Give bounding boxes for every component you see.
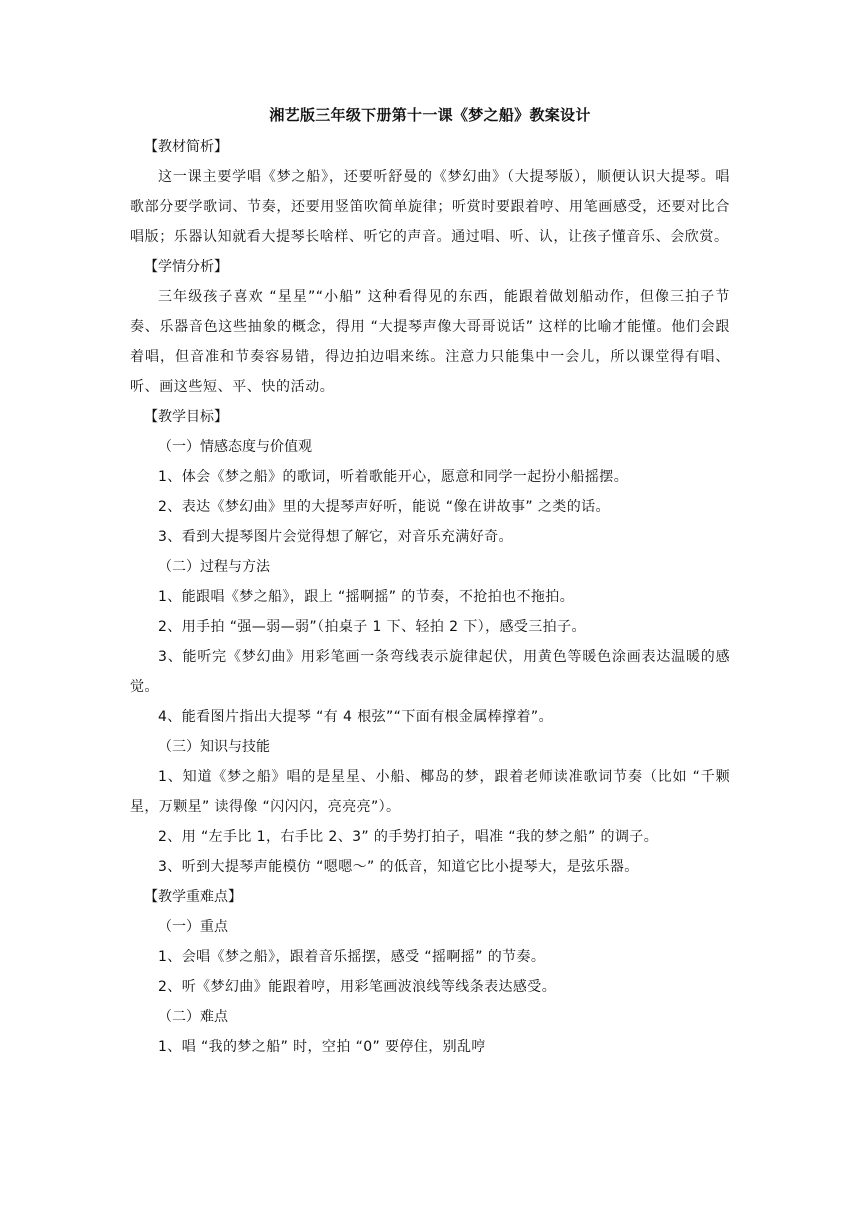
document-blocks (130, 132, 730, 1062)
document-body (130, 102, 730, 1062)
section-heading: （三）知识与技能 (158, 739, 270, 755)
section-heading: 【教材简析】 (144, 139, 228, 155)
list-item: 4、能看图片指出大提琴 “有 4 根弦”“下面有根金属棒撑着”。 (158, 709, 553, 725)
paragraph: 三年级孩子喜欢 “星星”“小船” 这种看得见的东西，能跟着做划船动作，但像三拍子节奏、乐器音色这些抽象的概念，得用 “大提琴声像大哥哥说话” 这样的比喻才能懂。他们会跟着唱，但音准和节奏容易错，得边拍边唱来练。注意力只能集中一会儿，所以课堂得有唱、听、画这些短、平、快的活动。 (130, 289, 730, 395)
section-heading: （一）情感态度与价值观 (158, 439, 312, 455)
list-item: 2、用手拍 “强—弱—弱”（拍桌子 1 下、轻拍 2 下），感受三拍子。 (158, 619, 586, 635)
list-item: 1、体会《梦之船》的歌词，听着歌能开心，愿意和同学一起扮小船摇摆。 (158, 469, 629, 485)
section-heading: 【教学重难点】 (144, 889, 242, 905)
list-item: 1、能跟唱《梦之船》，跟上 “摇啊摇” 的节奏，不抢拍也不拖拍。 (158, 589, 575, 605)
list-item: 2、表达《梦幻曲》里的大提琴声好听，能说 “像在讲故事” 之类的话。 (158, 499, 610, 515)
list-item: 1、会唱《梦之船》，跟着音乐摇摆，感受 “摇啊摇” 的节奏。 (158, 949, 546, 965)
list-item: 2、用 “左手比 1，右手比 2、3” 的手势打拍子，唱准 “我的梦之船” 的调子。 (158, 829, 659, 845)
list-item: 1、知道《梦之船》唱的是星星、小船、椰岛的梦，跟着老师读准歌词节奏（比如 “千颗星，万颗星” 读得像 “闪闪闪，亮亮亮”）。 (130, 769, 730, 815)
list-item: 3、能听完《梦幻曲》用彩笔画一条弯线表示旋律起伏，用黄色等暖色涂画表达温暖的感觉。 (130, 649, 730, 695)
section-heading: 【学情分析】 (144, 259, 228, 275)
section-heading: （二）难点 (158, 1009, 228, 1025)
document-title: 湘艺版三年级下册第十一课《梦之船》教案设计 (269, 106, 591, 124)
section-heading: 【教学目标】 (144, 409, 228, 425)
paragraph: 这一课主要学唱《梦之船》，还要听舒曼的《梦幻曲》（大提琴版），顺便认识大提琴。唱歌部分要学歌词、节奏，还要用竖笛吹简单旋律；听赏时要跟着哼、用笔画感受，还要对比合唱版；乐器认知就看大提琴长啥样、听它的声音。通过唱、听、认，让孩子懂音乐、会欣赏。 (130, 169, 730, 245)
section-heading: （二）过程与方法 (158, 559, 270, 575)
list-item: 1、唱 “我的梦之船” 时，空拍 “0” 要停住，别乱哼 (158, 1039, 486, 1055)
list-item: 2、听《梦幻曲》能跟着哼，用彩笔画波浪线等线条表达感受。 (158, 979, 557, 995)
list-item: 3、听到大提琴声能模仿 “嗯嗯～” 的低音，知道它比小提琴大，是弦乐器。 (158, 859, 639, 875)
list-item: 3、看到大提琴图片会觉得想了解它，对音乐充满好奇。 (158, 529, 513, 545)
section-heading: （一）重点 (158, 919, 228, 935)
